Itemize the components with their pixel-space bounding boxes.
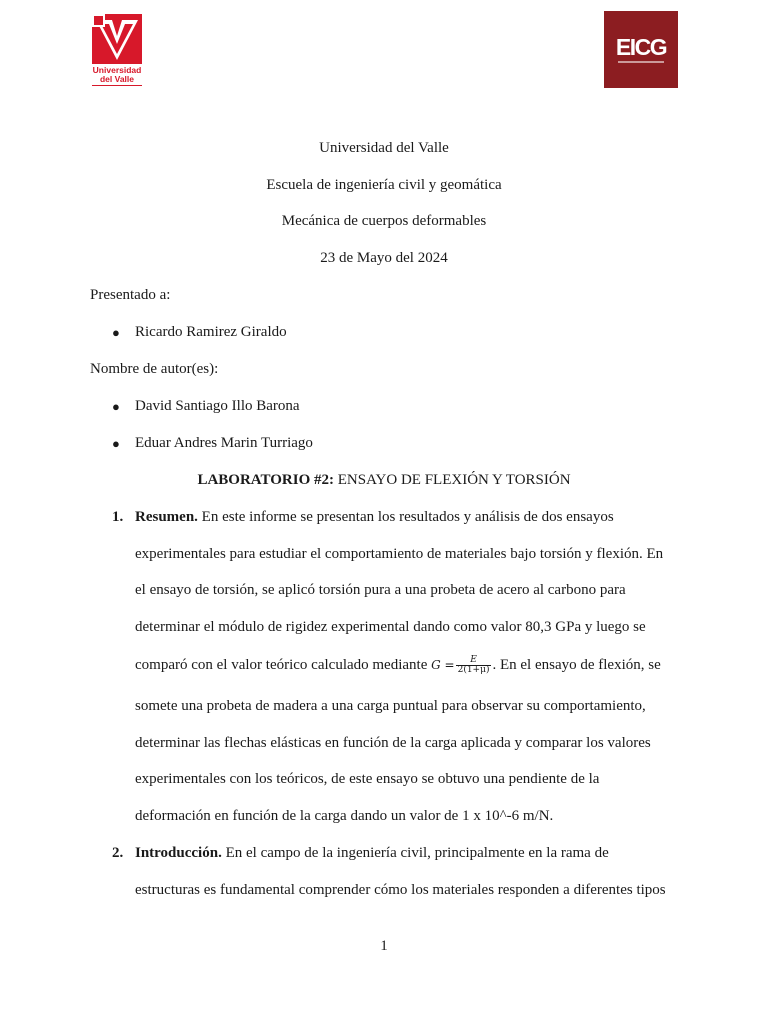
report-date: 23 de Mayo del 2024: [320, 250, 448, 266]
formula-denominator: 2(1+μ): [457, 665, 490, 675]
bullet-icon: ●: [112, 436, 120, 451]
author-name: Eduar Andres Marin Turriago: [135, 435, 313, 451]
univalle-logo-rule: [92, 85, 142, 86]
section-text: comparó con el valor teórico calculado mediante: [135, 656, 428, 673]
formula-numerator: E: [456, 656, 492, 666]
course-name: Mecánica de cuerpos deformables: [281, 213, 487, 229]
section-text: . En el ensayo de flexión, se: [492, 656, 661, 673]
section-text: somete una probeta de madera a una carga puntual para observar su comportamiento,: [135, 698, 646, 714]
authors-label: Nombre de autor(es):: [90, 361, 219, 377]
section-text: determinar el módulo de rigidez experimental dando como valor 80,3 GPa y luego se: [135, 619, 646, 635]
section-text: el ensayo de torsión, se aplicó torsión pura a una probeta de acero al carbono para: [135, 582, 626, 598]
section-text: experimentales para estudiar el comportamiento de materiales bajo torsión y flexión. En: [135, 546, 664, 562]
section-text: deformación en función de la carga dando un valor de 1 x 10^-6 m/N.: [135, 808, 554, 824]
section-text: estructuras es fundamental comprender cómo los materiales responden a diferentes tipos: [135, 882, 666, 898]
univalle-logo-text: Universidad del Valle: [92, 65, 142, 84]
section-text: experimentales con los teóricos, de este ensayo se obtuvo una pendiente de la: [135, 771, 600, 787]
bullet-icon: ●: [112, 325, 120, 340]
institution-name: Universidad del Valle: [319, 140, 449, 156]
eicg-logo: [604, 11, 678, 88]
section-line: [135, 509, 614, 526]
professor-name: Ricardo Ramirez Giraldo: [135, 324, 287, 340]
page-number: 1: [380, 938, 388, 954]
lab-title: [0, 472, 768, 489]
universidad-del-valle-logo: [92, 14, 142, 86]
lab-title-text: ENSAYO DE FLEXIÓN Y TORSIÓN: [337, 472, 571, 488]
section-text: En este informe se presentan los resultados y análisis de dos ensayos: [201, 509, 614, 525]
section-heading: Introducción.: [135, 845, 222, 861]
formula-fraction: [456, 656, 492, 675]
section-text: En el campo de la ingeniería civil, principalmente en la rama de: [225, 845, 609, 861]
formula-lhs: G =: [431, 657, 455, 672]
school-name: Escuela de ingeniería civil y geomática: [266, 177, 502, 193]
eicg-logo-subline: [618, 61, 664, 63]
section-line: [135, 845, 609, 862]
section-number: 1.: [112, 509, 124, 525]
section-line: [135, 656, 661, 675]
eicg-logo-text: EICG: [615, 34, 667, 60]
author-name: David Santiago Illo Barona: [135, 398, 300, 414]
lab-title-number: LABORATORIO #2:: [197, 472, 334, 488]
section-heading: Resumen.: [135, 509, 198, 525]
section-text: determinar las flechas elásticas en función de la carga aplicada y comparar los valores: [135, 735, 651, 751]
section-number: 2.: [112, 845, 124, 861]
presented-to-label: Presentado a:: [90, 287, 171, 303]
bullet-icon: ●: [112, 399, 120, 414]
univalle-emblem-icon: [92, 14, 142, 64]
